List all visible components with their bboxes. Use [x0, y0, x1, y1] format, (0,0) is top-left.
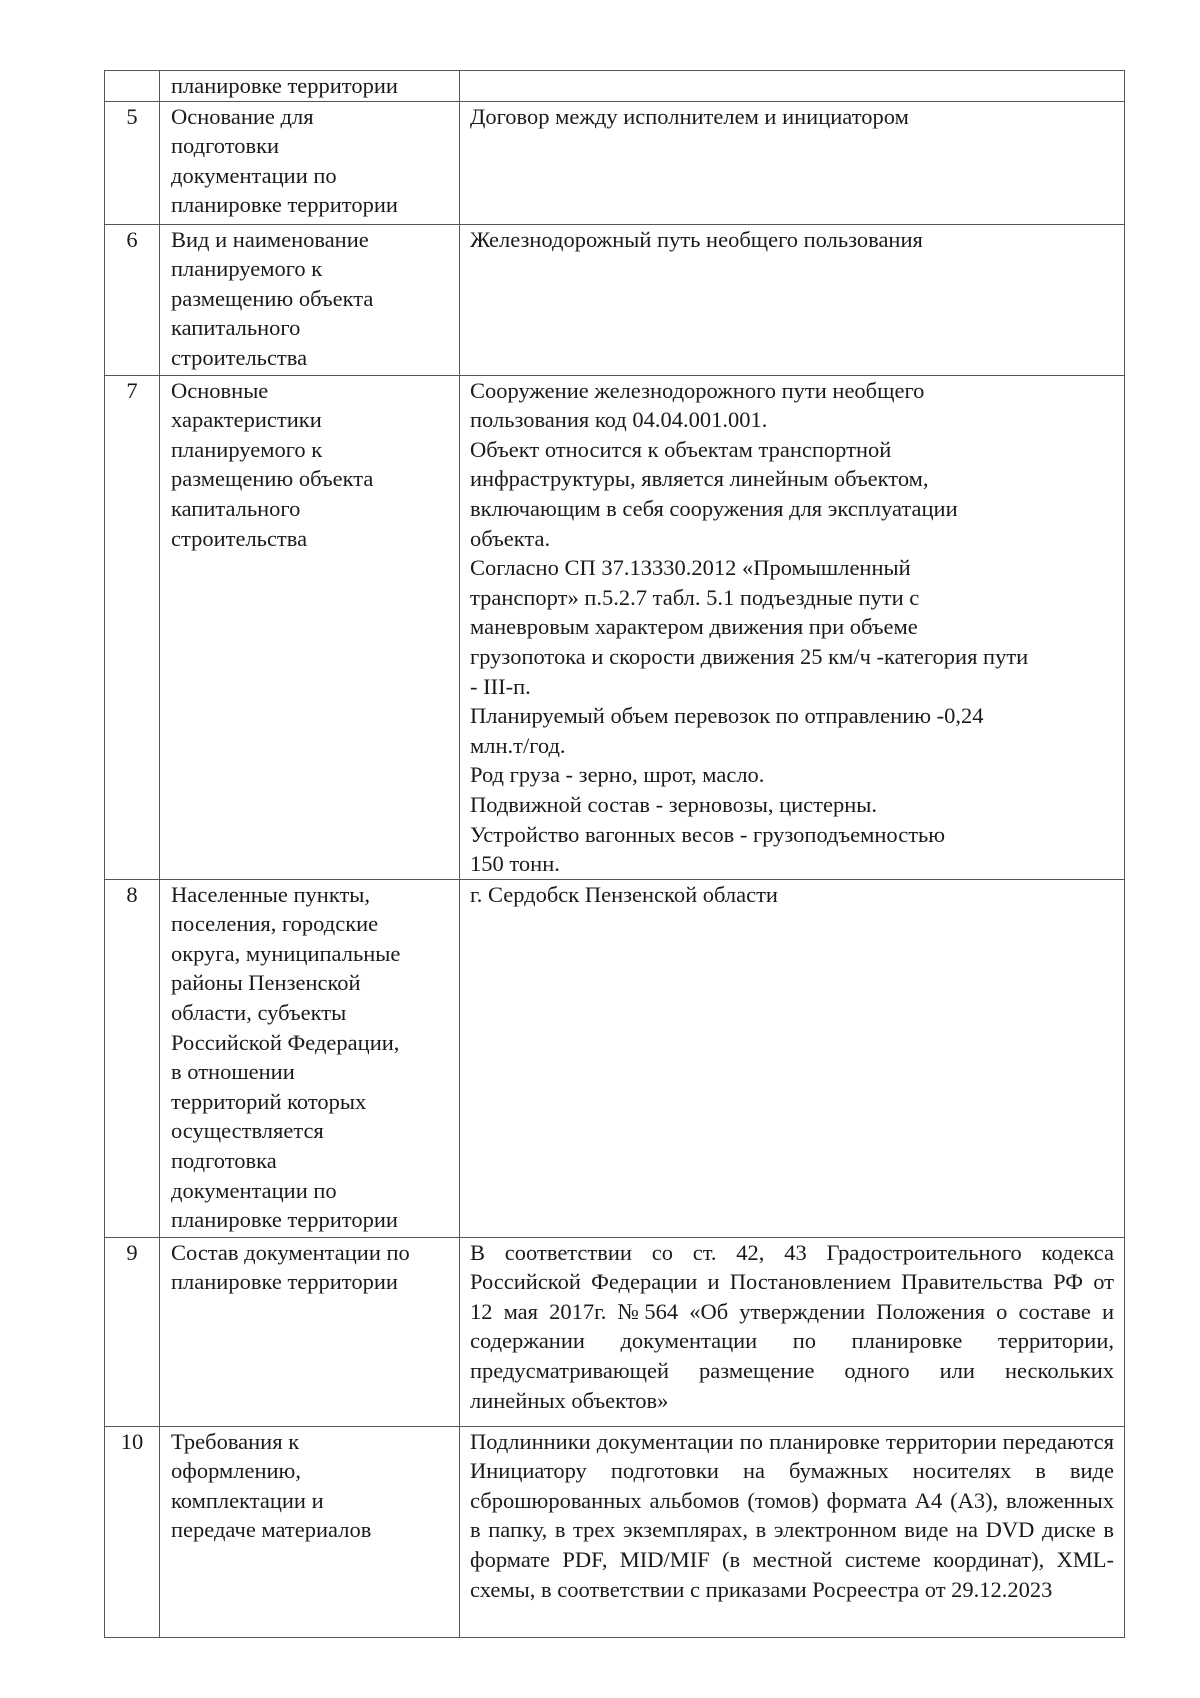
- value-line: Устройство вагонных весов - грузоподъемностью: [470, 821, 946, 847]
- table-row: [105, 224, 1125, 375]
- row-number: 5: [105, 101, 160, 224]
- value-line: Согласно СП 37.13330.2012 «Промышленный: [470, 555, 911, 581]
- row-value: [460, 71, 1125, 102]
- table-row: [105, 101, 1125, 224]
- table-row: [105, 879, 1125, 1237]
- value-line: - III-п.: [470, 673, 531, 699]
- row-label: Основные характеристики планируемого к размещению объекта капитального строительства: [160, 375, 460, 879]
- value-line: Подвижной состав - зерновозы, цистерны.: [470, 791, 878, 817]
- table-row: [105, 1426, 1125, 1637]
- row-number: 8: [105, 879, 160, 1237]
- row-value: Железнодорожный путь необщего пользования: [460, 224, 1125, 375]
- value-line: транспорт» п.5.2.7 табл. 5.1 подъездные пути с: [470, 584, 920, 610]
- value-line: Род груза - зерно, шрот, масло.: [470, 762, 765, 788]
- row-value: Договор между исполнителем и инициатором: [460, 101, 1125, 224]
- value-line: млн.т/год.: [470, 732, 566, 758]
- value-line: инфраструктуры, является линейным объектом,: [470, 466, 929, 492]
- row-number: 6: [105, 224, 160, 375]
- row-value: В соответствии со ст. 42, 43 Градостроительного кодекса Российской Федерации и Постановлением Правительства РФ от 12 мая 2017г. №564 «Об утверждении Положения о составе и содержании документации по планировке территории, предусматривающей размещение одного или нескольких линейных объектов»: [460, 1237, 1125, 1426]
- row-number: 10: [105, 1426, 160, 1637]
- value-line: Объект относится к объектам транспортной: [470, 436, 892, 462]
- value-line: пользования код 04.04.001.001.: [470, 407, 768, 433]
- row-number: 7: [105, 375, 160, 879]
- value-line: Планируемый объем перевозок по отправлению -0,24: [470, 703, 984, 729]
- row-label: планировке территории: [160, 71, 460, 102]
- row-value: г. Сердобск Пензенской области: [460, 879, 1125, 1237]
- row-label: Населенные пункты, поселения, городские округа, муниципальные районы Пензенской области, субъекты Российской Федерации, в отношении территорий которых осуществляется подготовка документации по планировке территории: [160, 879, 460, 1237]
- value-line: Сооружение железнодорожного пути необщего: [470, 377, 925, 403]
- table-row: [105, 71, 1125, 102]
- value-line: 150 тонн.: [470, 851, 560, 877]
- value-line: грузопотока и скорости движения 25 км/ч -категория пути: [470, 643, 1029, 669]
- row-label: Состав документации по планировке территории: [160, 1237, 460, 1426]
- row-label: Требования к оформлению, комплектации и передаче материалов: [160, 1426, 460, 1637]
- value-line: включающим в себя сооружения для эксплуатации: [470, 495, 958, 521]
- row-label: Основание для подготовки документации по планировке территории: [160, 101, 460, 224]
- value-line: маневровым характером движения при объеме: [470, 614, 918, 640]
- row-value: [460, 375, 1125, 879]
- row-number: 9: [105, 1237, 160, 1426]
- row-value: Подлинники документации по планировке территории передаются Инициатору подготовки на бумажных носителях в виде сброшюрованных альбомов (томов) формата А4 (А3), вложенных в папку, в трех экземплярах, в электронном виде на DVD диске в формате PDF, MID/MIF (в местной системе координат), XML-схемы, в соответствии с приказами Росреестра от 29.12.2023: [460, 1426, 1125, 1637]
- table-row: [105, 375, 1125, 879]
- value-line: объекта.: [470, 525, 551, 551]
- document-table: [104, 70, 1125, 1638]
- row-label: Вид и наименование планируемого к размещению объекта капитального строительства: [160, 224, 460, 375]
- table-row: [105, 1237, 1125, 1426]
- row-number: [105, 71, 160, 102]
